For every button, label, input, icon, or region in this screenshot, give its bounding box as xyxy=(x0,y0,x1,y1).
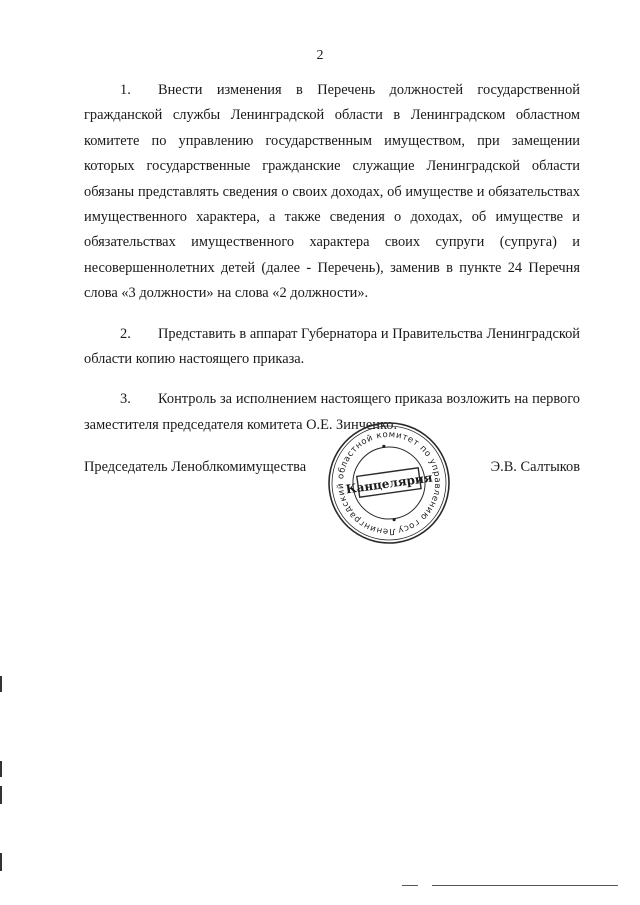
paragraph-1-text: Внести изменения в Перечень должностей государственной гражданской службы Ленинградской области в Ленинградском областном комитете по управлению государственным имуществом, при замещении которых государственные гражданские служащие Ленинградской области обязаны представлять сведения о своих доходах, об имуществе и обязательствах имущественного характера, а также сведения о доходах, об имуществе и обязательствах имущественного характера своих супруги (супруга) и несовершеннолетних детей (далее - Перечень), заменив в пункте 24 Перечня слова «3 должности» на слова «2 должности». xyxy=(84,82,580,302)
scan-margin-mark xyxy=(0,853,2,871)
paragraph-1-number: 1. xyxy=(120,82,131,98)
stamp-center-text: Канцелярия xyxy=(344,470,434,497)
document-body xyxy=(84,78,580,438)
office-stamp xyxy=(318,418,460,548)
scan-edge-line xyxy=(402,885,418,886)
scan-margin-mark xyxy=(0,761,2,777)
scan-edge-line xyxy=(432,885,618,886)
paragraph-2-text: Представить в аппарат Губернатора и Правительства Ленинградской области копию настоящего приказа. xyxy=(84,325,580,368)
signatory-title: Председатель Леноблкомимущества xyxy=(84,459,307,475)
page-number: 2 xyxy=(316,48,324,63)
signatory-name: Э.В. Салтыков xyxy=(490,459,580,475)
paragraph-3-number: 3. xyxy=(120,391,131,408)
scan-margin-mark xyxy=(0,786,2,804)
scan-margin-mark xyxy=(0,676,2,692)
stamp-seal-icon xyxy=(318,418,460,548)
paragraph-3-text: Контроль за исполнением настоящего приказа возложить на первого заместителя председателя комитета О.Е. Зинченко. xyxy=(84,391,580,433)
stamp-ring-text: Ленинградский областной комитет по управлению государственным xyxy=(335,429,443,537)
paragraph-1 xyxy=(84,78,580,307)
paragraph-2 xyxy=(84,322,580,373)
paragraph-2-number: 2. xyxy=(120,325,131,342)
